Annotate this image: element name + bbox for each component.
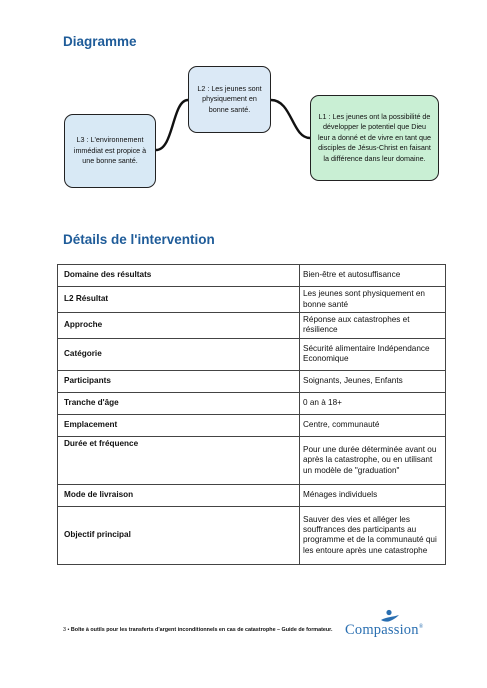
details-table [57,264,446,565]
connector-l3-l2 [156,100,188,150]
row-value: Pour une durée déterminée avant ou après la catastrophe, ou en utilisant un modèle de "graduation" [300,436,446,484]
footer-text: Boîte à outils pour les transferts d'argent inconditionnels en cas de catastrophe – Guide de formateur. [70,627,333,633]
row-label: Tranche d'âge [58,392,300,414]
row-label: Emplacement [58,414,300,436]
diagram-node-l2: L2 : Les jeunes sont physiquement en bonne santé. [188,66,271,133]
diagram-heading: Diagramme [63,34,137,49]
diagram-node-l3: L3 : L'environnement immédiat est propice à une bonne santé. [64,114,156,188]
row-label: Participants [58,370,300,392]
row-label: Mode de livraison [58,484,300,506]
table-row [58,370,446,392]
row-value: Ménages individuels [300,484,446,506]
diagram-node-l1: L1 : Les jeunes ont la possibilité de développer le potentiel que Dieu leur a donné et de vivre en tant que disciples de Jésus-Christ en faisant la différence dans leur domaine. [310,95,439,181]
compassion-logo-text: Compassion® [345,622,424,638]
row-label: Objectif principal [58,506,300,564]
row-value: Réponse aux catastrophes et résilience [300,313,446,339]
table-row [58,338,446,370]
footer-bullet: • [67,627,70,633]
row-label: Approche [58,313,300,339]
row-value: Centre, communauté [300,414,446,436]
row-value: Soignants, Jeunes, Enfants [300,370,446,392]
table-row [58,506,446,564]
row-label: Domaine des résultats [58,265,300,287]
table-row [58,287,446,313]
table-row [58,414,446,436]
row-label: Catégorie [58,338,300,370]
row-value: Sécurité alimentaire Indépendance Economique [300,338,446,370]
table-row [58,313,446,339]
table-row [58,392,446,414]
page-footer [63,626,333,635]
details-heading: Détails de l'intervention [63,232,215,247]
row-value: 0 an à 18+ [300,392,446,414]
row-label: Durée et fréquence [58,436,300,484]
row-value: Bien-être et autosuffisance [300,265,446,287]
table-row [58,265,446,287]
connector-l2-l1 [271,100,310,138]
page-number: 3 [63,627,66,633]
row-label: L2 Résultat [58,287,300,313]
row-value: Sauver des vies et alléger les souffrances des participants au programme et de la communauté qui les entoure après une catastrophe [300,506,446,564]
table-row [58,436,446,484]
row-value: Les jeunes sont physiquement en bonne santé [300,287,446,313]
table-row [58,484,446,506]
